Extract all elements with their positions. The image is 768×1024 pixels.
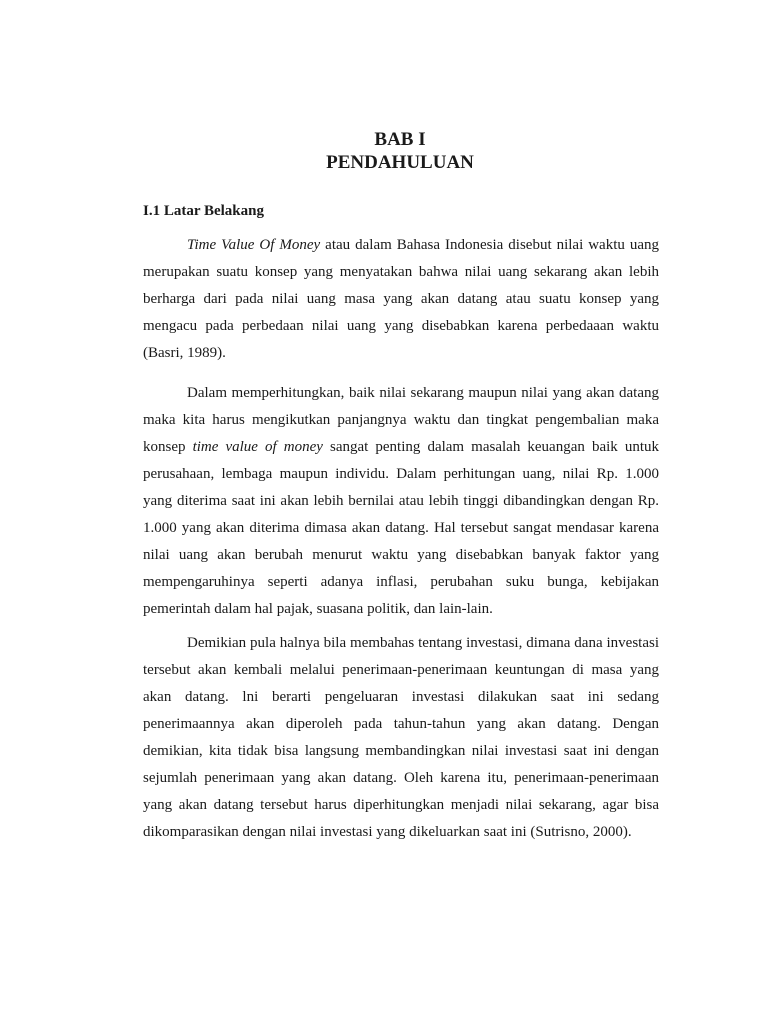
paragraph-line: merupakan suatu konsep yang menyatakan bahwa nilai uang sekarang akan lebih bbox=[143, 264, 659, 280]
chapter-title: PENDAHULUAN bbox=[326, 152, 474, 173]
paragraph bbox=[143, 380, 659, 623]
line-text: konsep bbox=[143, 439, 193, 455]
paragraph-line: tersebut akan kembali melalui penerimaan-penerimaan keuntungan di masa yang bbox=[143, 662, 659, 678]
paragraph-line: 1.000 yang akan diterima dimasa akan datang. Hal tersebut sangat mendasar karena bbox=[143, 520, 659, 536]
paragraph bbox=[143, 232, 659, 367]
paragraph-line bbox=[143, 232, 659, 259]
section-heading: I.1 Latar Belakang bbox=[143, 203, 264, 219]
paragraph-line: yang diterima saat ini akan lebih bernilai atau lebih tinggi dibandingkan dengan Rp. bbox=[143, 493, 659, 509]
paragraph-line: maka kita harus mengikutkan panjangnya waktu dan tingkat pengembalian maka bbox=[143, 412, 659, 428]
line-text: atau dalam Bahasa Indonesia disebut nilai waktu uang bbox=[320, 237, 659, 253]
italic-term: Time Value Of Money bbox=[187, 237, 321, 253]
paragraph-line: Demikian pula halnya bila membahas tentang investasi, dimana dana investasi bbox=[187, 635, 659, 651]
paragraph-line: demikian, kita tidak bisa langsung membandingkan nilai investasi saat ini dengan bbox=[143, 743, 659, 759]
paragraph-line: akan datang. lni berarti pengeluaran investasi dilakukan saat ini sedang bbox=[143, 689, 659, 705]
chapter-number: BAB I bbox=[374, 129, 426, 150]
paragraph-line: Dalam memperhitungkan, baik nilai sekarang maupun nilai yang akan datang bbox=[187, 385, 659, 401]
italic-term: time value of money bbox=[192, 439, 323, 455]
paragraph-line: berharga dari pada nilai uang masa yang akan datang atau suatu konsep yang bbox=[143, 291, 659, 307]
paragraph-line bbox=[143, 434, 659, 461]
paragraph bbox=[143, 630, 659, 846]
paragraph-line: sejumlah penerimaan yang akan datang. Oleh karena itu, penerimaan-penerimaan bbox=[143, 770, 659, 786]
paragraph-line: (Basri, 1989). bbox=[143, 345, 226, 361]
paragraph-line: yang akan datang tersebut harus diperhitungkan menjadi nilai sekarang, agar bisa bbox=[143, 797, 659, 813]
paragraph-line: perusahaan, lembaga maupun individu. Dalam perhitungan uang, nilai Rp. 1.000 bbox=[143, 466, 659, 482]
paragraph-line: dikomparasikan dengan nilai investasi yang dikeluarkan saat ini (Sutrisno, 2000). bbox=[143, 824, 632, 840]
paragraph-line: mengacu pada perbedaan nilai uang yang disebabkan karena perbedaaan waktu bbox=[143, 318, 659, 334]
paragraph-line: penerimaannya akan diperoleh pada tahun-tahun yang akan datang. Dengan bbox=[143, 716, 659, 732]
paragraph-line: nilai uang akan berubah menurut waktu yang disebabkan banyak faktor yang bbox=[143, 547, 659, 563]
paragraph-line: pemerintah dalam hal pajak, suasana politik, dan lain-lain. bbox=[143, 601, 493, 617]
paragraph-line: mempengaruhinya seperti adanya inflasi, perubahan suku bunga, kebijakan bbox=[143, 574, 659, 590]
line-text: sangat penting dalam masalah keuangan baik untuk bbox=[322, 439, 660, 455]
